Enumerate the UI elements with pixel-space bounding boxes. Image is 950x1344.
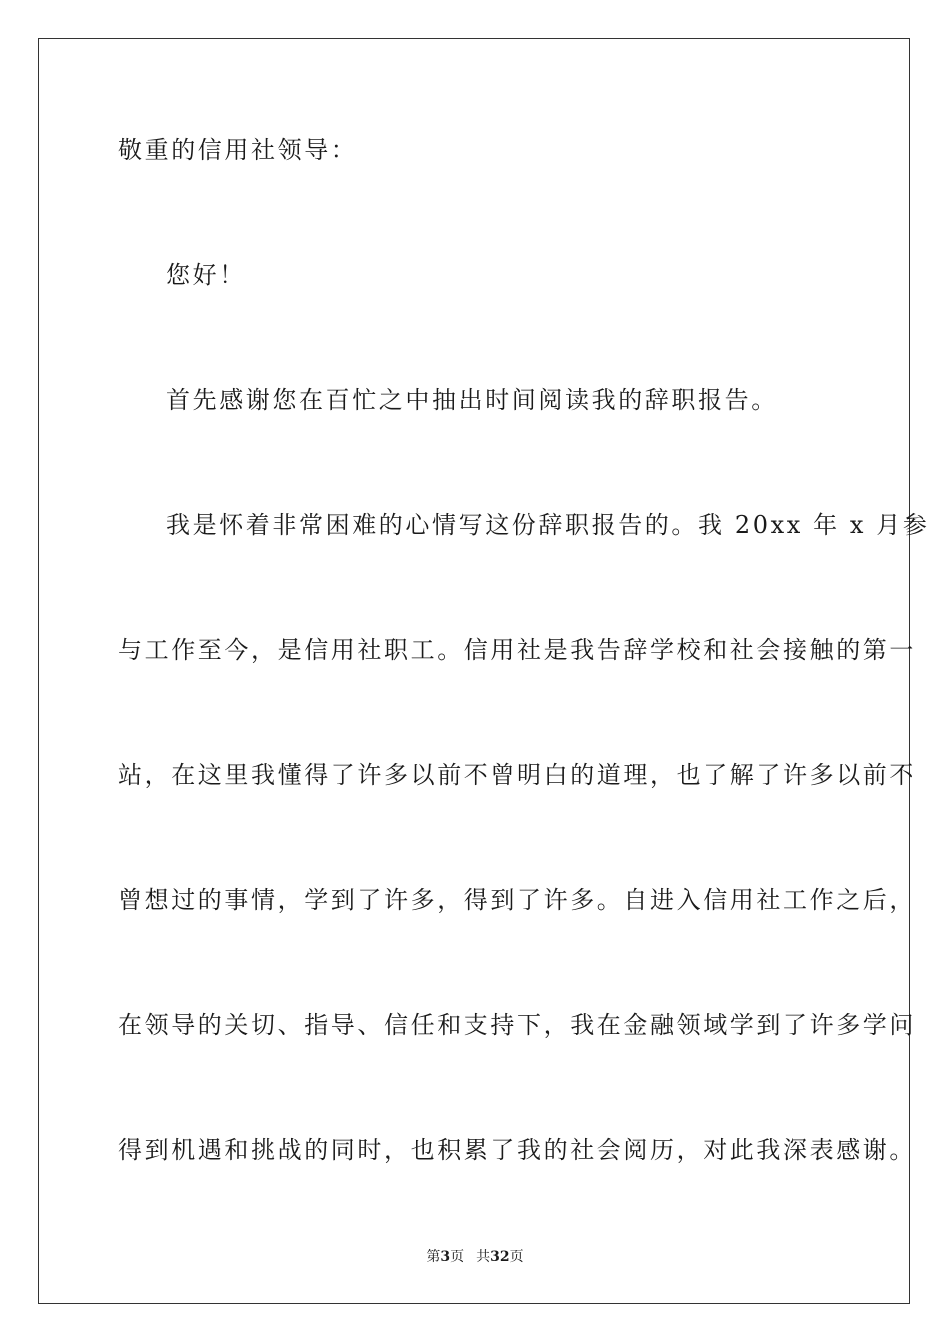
page-number: 3 (440, 1249, 451, 1265)
total-pages: 32 (490, 1249, 510, 1265)
page-border (38, 38, 930, 1304)
paragraph-opening: 首先感谢您在百忙之中抽出时间阅读我的辞职报告。 (166, 386, 778, 414)
greeting: 您好！ (166, 261, 246, 289)
page-suffix: 页 (450, 1249, 465, 1265)
paragraph-line-5: 在领导的关切、指导、信任和支持下，我在金融领域学到了许多学问 (118, 1011, 916, 1039)
paragraph-line-1: 我是怀着非常困难的心情写这份辞职报告的。我 20xx 年 x 月参 (166, 511, 930, 539)
total-suffix: 页 (509, 1249, 524, 1265)
total-prefix: 共 (476, 1249, 491, 1265)
page-footer (0, 1248, 950, 1266)
paragraph-line-3: 站，在这里我懂得了许多以前不曾明白的道理，也了解了许多以前不 (118, 761, 916, 789)
paragraph-line-2: 与工作至今，是信用社职工。信用社是我告辞学校和社会接触的第一 (118, 636, 916, 664)
paragraph-line-6: 得到机遇和挑战的同时，也积累了我的社会阅历，对此我深表感谢。 (118, 1136, 916, 1164)
salutation: 敬重的信用社领导： (118, 136, 358, 164)
page-prefix: 第 (426, 1249, 441, 1265)
paragraph-line-4: 曾想过的事情，学到了许多，得到了许多。自进入信用社工作之后， (118, 886, 916, 914)
